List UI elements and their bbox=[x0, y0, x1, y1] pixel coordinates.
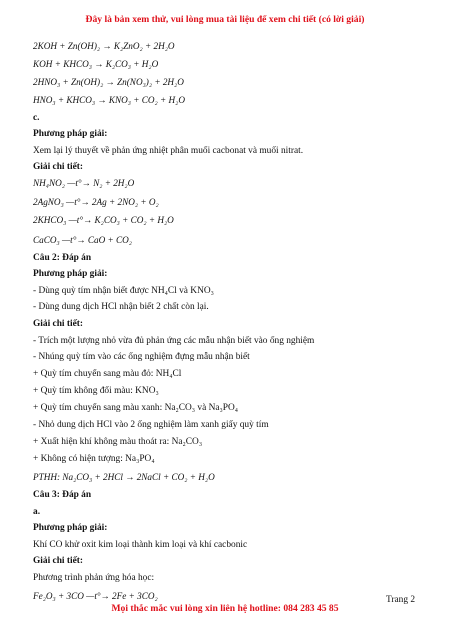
text-line: - Nhỏ dung dịch HCl vào 2 ống nghiệm làm xanh giấy quỳ tím bbox=[33, 420, 269, 430]
chemical-equation: HNO₃ + KHCO₃ → KNO₃ + CO₂ + H₂O bbox=[33, 95, 185, 105]
chemical-equation: CaCO₃ —t°→ CaO + CO₂ bbox=[33, 235, 132, 245]
text-line: Xem lại lý thuyết về phản ứng nhiệt phân muối cacbonat và muối nitrat. bbox=[33, 146, 304, 156]
text-line: Khí CO khử oxit kim loại thành kim loại và khí cacbonic bbox=[33, 540, 248, 550]
section-heading: c. bbox=[33, 113, 40, 123]
chemical-equation: 2HNO₃ + Zn(OH)₂ → Zn(NO₃)₂ + 2H₂O bbox=[33, 77, 184, 87]
section-heading: Câu 2: Đáp án bbox=[33, 253, 92, 263]
text-line: + Không có hiện tượng: Na₃PO₄ bbox=[33, 454, 155, 464]
text-line: - Dùng quỳ tím nhận biết được NH₄Cl và KNO₃ bbox=[33, 286, 214, 296]
chemical-equation: 2KOH + Zn(OH)₂ → K₂ZnO₂ + 2H₂O bbox=[33, 41, 175, 51]
text-line: - Dùng dung dịch HCl nhận biết 2 chất còn lại. bbox=[33, 302, 209, 312]
chemical-equation: 2KHCO₃ —t°→ K₂CO₃ + CO₂ + H₂O bbox=[33, 215, 174, 225]
section-heading: Phương pháp giải: bbox=[33, 523, 108, 533]
footer-hotline: Mọi thắc mắc vui lòng xin liên hệ hotline: 084 283 45 85 bbox=[111, 603, 339, 614]
section-heading: Phương pháp giải: bbox=[33, 129, 108, 139]
text-line: - Trích một lượng nhỏ vừa đủ phản ứng các mẫu nhận biết vào ống nghiệm bbox=[33, 336, 315, 346]
chemical-equation: Fe₂O₃ + 3CO —t°→ 2Fe + 3CO₂ bbox=[33, 591, 158, 601]
chemical-equation: PTHH: Na₂CO₃ + 2HCl → 2NaCl + CO₂ + H₂O bbox=[33, 472, 215, 482]
section-heading: Giải chi tiết: bbox=[33, 556, 83, 566]
page-number: Trang 2 bbox=[386, 595, 416, 605]
section-heading: Câu 3: Đáp án bbox=[33, 490, 92, 500]
chemical-equation: NH₄NO₂ —t°→ N₂ + 2H₂O bbox=[33, 178, 135, 188]
text-line: + Xuất hiện khí không màu thoát ra: Na₂CO₃ bbox=[33, 437, 203, 447]
section-heading: Giải chi tiết: bbox=[33, 319, 83, 329]
section-heading: Giải chi tiết: bbox=[33, 162, 83, 172]
chemical-equation: 2AgNO₃ —t°→ 2Ag + 2NO₂ + O₂ bbox=[33, 197, 159, 207]
text-line: + Quỳ tím chuyển sang màu đỏ: NH₄Cl bbox=[33, 369, 182, 379]
text-line: - Nhúng quỳ tím vào các ống nghiệm đựng mẫu nhận biết bbox=[33, 352, 250, 362]
text-line: + Quỳ tím chuyển sang màu xanh: Na₂CO₃ và Na₃PO₄ bbox=[33, 403, 239, 413]
text-line: + Quỳ tím không đổi màu: KNO₃ bbox=[33, 386, 159, 396]
text-line: Phương trình phản ứng hóa học: bbox=[33, 573, 155, 583]
section-heading: a. bbox=[33, 507, 41, 517]
chemical-equation: KOH + KHCO₃ → K₂CO₃ + H₂O bbox=[33, 59, 159, 69]
section-heading: Phương pháp giải: bbox=[33, 269, 108, 279]
header-banner: Đây là bản xem thử, vui lòng mua tài liệu để xem chi tiết (có lời giải) bbox=[85, 14, 365, 25]
